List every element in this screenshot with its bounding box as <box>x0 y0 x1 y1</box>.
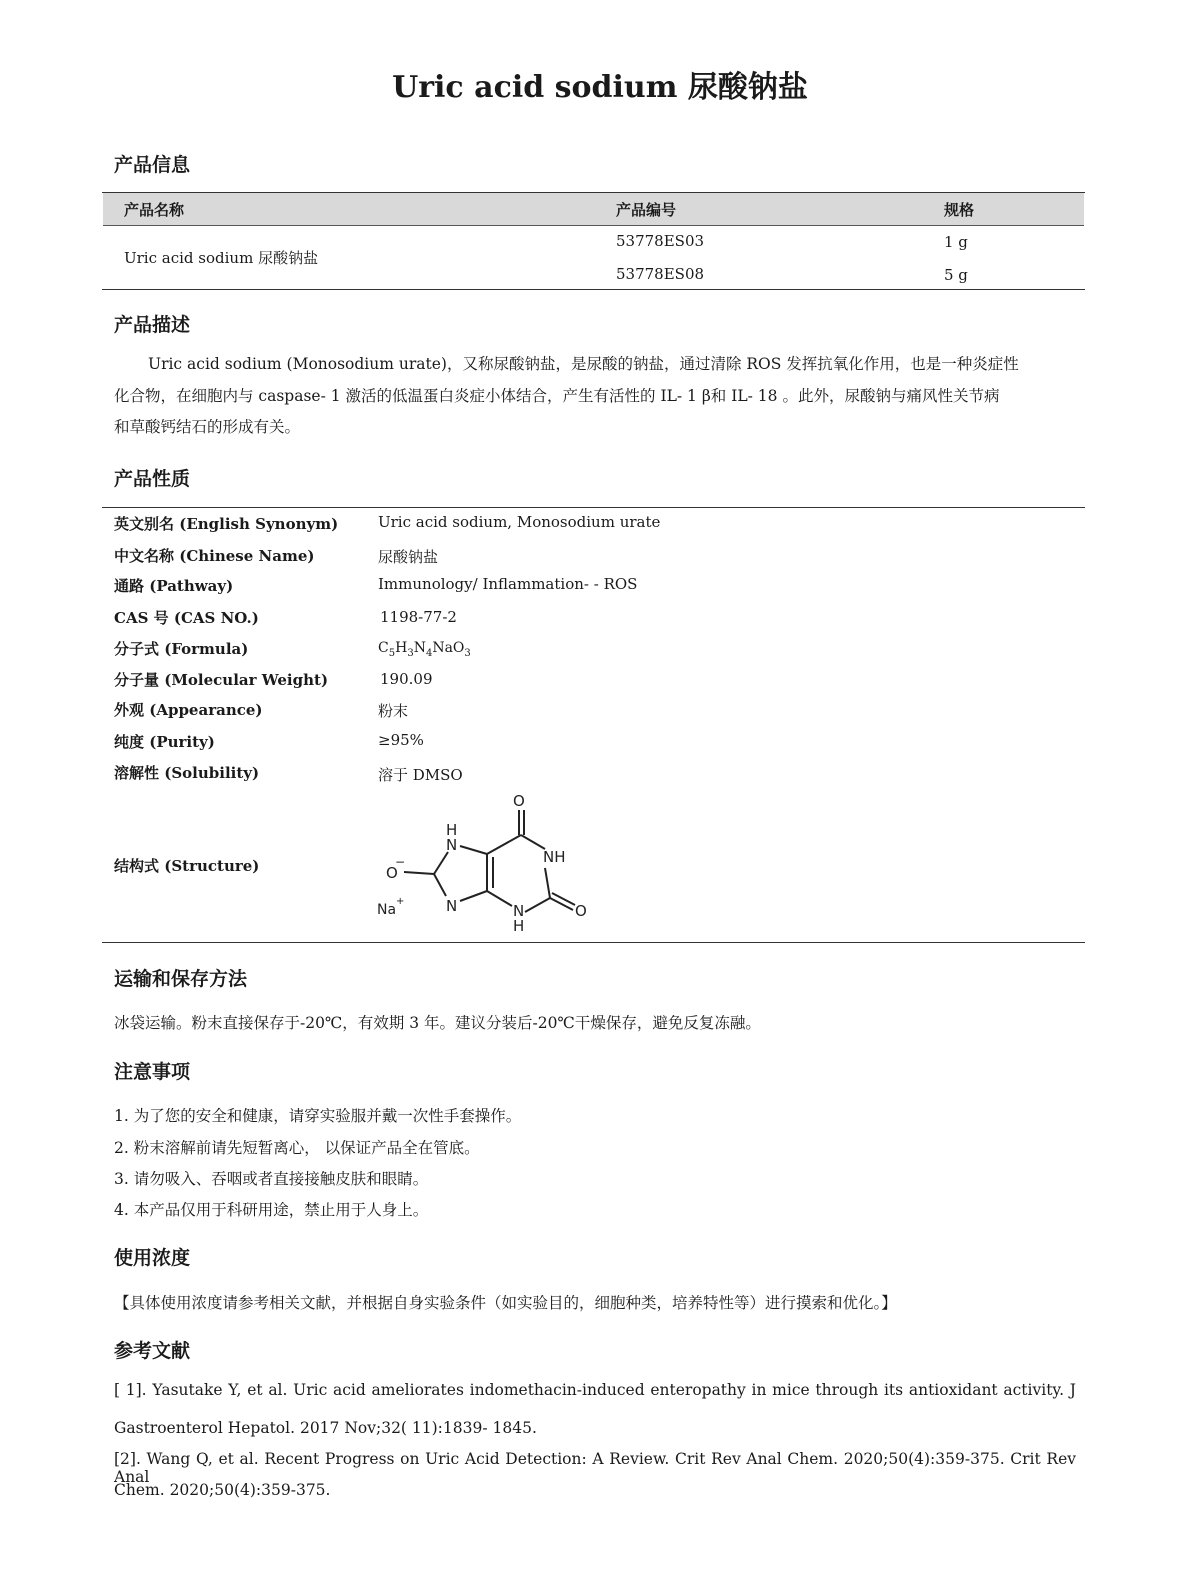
prop-label-solubility: 溶解性 (Solubility) <box>114 764 260 782</box>
section-heading-notes: 注意事项 <box>114 1061 191 1083</box>
atom-h-bottom: H <box>513 917 525 935</box>
prop-label-formula: 分子式 (Formula) <box>114 640 249 658</box>
prop-label-pathway: 通路 (Pathway) <box>114 577 234 595</box>
reference-item-2-line-2: Chem. 2020;50(4):359-375. <box>114 1481 331 1499</box>
prop-value-pathway: Immunology/ Inflammation- - ROS <box>378 575 638 593</box>
storage-text: 冰袋运输。粉末直接保存于-20℃，有效期 3 年。建议分装后-20℃干燥保存，避免反复冻融。 <box>114 1014 761 1032</box>
section-heading-description: 产品描述 <box>114 314 191 336</box>
atom-n-top: N <box>446 836 458 854</box>
prop-value-solubility: 溶于 DMSO <box>378 766 463 784</box>
atom-h-top: H <box>446 821 458 839</box>
atom-n-bottom-left: N <box>446 897 458 915</box>
description-line: 化合物，在细胞内与 caspase- 1 激活的低温蛋白炎症小体结合，产生有活性的 IL- 1 β和 IL- 18 。此外，尿酸钠与痛风性关节病 <box>114 386 1000 405</box>
header-product-code: 产品编号 <box>616 201 677 219</box>
structure-diagram <box>370 788 610 938</box>
spec-cell: 5 g <box>944 266 968 284</box>
prop-value-chinese-name: 尿酸钠盐 <box>378 548 439 566</box>
section-heading-usage: 使用浓度 <box>114 1247 191 1269</box>
note-item: 1. 为了您的安全和健康，请穿实验服并戴一次性手套操作。 <box>114 1107 522 1125</box>
reference-item-2-line-1: [2]. Wang Q, et al. Recent Progress on Uric Acid Detection: A Review. Crit Rev Anal Chem. 2020;50(4):359-375. Crit Rev Anal <box>114 1450 1076 1486</box>
atom-n-bottom: N <box>513 902 525 920</box>
reference-item-1-line-2: Gastroenterol Hepatol. 2017 Nov;32( 11):1839- 1845. <box>114 1419 537 1437</box>
description-paragraph <box>114 349 1076 444</box>
atom-na: Na <box>377 902 397 918</box>
description-line: 和草酸钙结石的形成有关。 <box>114 418 301 436</box>
section-heading-storage: 运输和保存方法 <box>114 968 248 990</box>
prop-label-chinese-name: 中文名称 (Chinese Name) <box>114 547 315 565</box>
section-heading-properties: 产品性质 <box>114 468 191 490</box>
section-heading-product-info: 产品信息 <box>114 154 191 176</box>
properties-bottom-rule <box>102 942 1085 943</box>
section-heading-references: 参考文献 <box>114 1340 191 1362</box>
prop-label-mw: 分子量 (Molecular Weight) <box>114 671 329 689</box>
charge-plus: + <box>396 896 405 907</box>
note-item: 2. 粉末溶解前请先短暂离心， 以保证产品全在管底。 <box>114 1139 480 1157</box>
page-title: Uric acid sodium 尿酸钠盐 <box>392 70 808 105</box>
charge-minus: − <box>395 855 406 869</box>
note-item: 4. 本产品仅用于科研用途，禁止用于人身上。 <box>114 1201 429 1219</box>
spec-cell: 1 g <box>944 233 968 251</box>
atom-o-left: O <box>386 864 398 882</box>
prop-label-structure: 结构式 (Structure) <box>114 857 260 875</box>
prop-value-formula: $C_5H_3N_4NaO_3$ <box>378 640 471 659</box>
atom-o-top: O <box>513 792 525 810</box>
prop-label-appearance: 外观 (Appearance) <box>114 701 263 719</box>
product-code-cell: 53778ES08 <box>616 265 705 283</box>
usage-text: 【具体使用浓度请参考相关文献，并根据自身实验条件（如实验目的，细胞种类，培养特性等）进行摸索和优化。】 <box>114 1294 897 1312</box>
product-name-cell: Uric acid sodium 尿酸钠盐 <box>124 249 319 267</box>
prop-value-synonym: Uric acid sodium, Monosodium urate <box>378 513 661 531</box>
prop-value-mw: 190.09 <box>380 670 433 688</box>
reference-item-1-line-1: [ 1]. Yasutake Y, et al. Uric acid ameliorates indomethacin-induced enteropathy in mice through its antioxidant activity. J <box>114 1381 1076 1399</box>
prop-value-appearance: 粉末 <box>378 702 409 720</box>
properties-top-rule <box>102 507 1085 508</box>
product-code-cell: 53778ES03 <box>616 232 705 250</box>
atom-o-right: O <box>575 902 587 920</box>
prop-label-cas: CAS 号 (CAS NO.) <box>114 609 259 627</box>
header-product-name: 产品名称 <box>124 201 185 219</box>
table-bottom-rule <box>102 289 1085 290</box>
prop-value-cas: 1198-77-2 <box>380 608 457 626</box>
prop-value-purity: ≥95% <box>378 731 424 749</box>
prop-label-synonym: 英文别名 (English Synonym) <box>114 515 339 533</box>
prop-label-purity: 纯度 (Purity) <box>114 733 215 751</box>
table-header-row <box>103 193 1084 226</box>
description-line: Uric acid sodium (Monosodium urate)，又称尿酸钠盐，是尿酸的钠盐，通过清除 ROS 发挥抗氧化作用，也是一种炎症性 <box>148 355 1019 373</box>
note-item: 3. 请勿吸入、吞咽或者直接接触皮肤和眼睛。 <box>114 1170 429 1188</box>
structure-atoms <box>377 792 587 935</box>
header-spec: 规格 <box>944 201 975 219</box>
atom-nh-right: NH <box>543 848 566 866</box>
